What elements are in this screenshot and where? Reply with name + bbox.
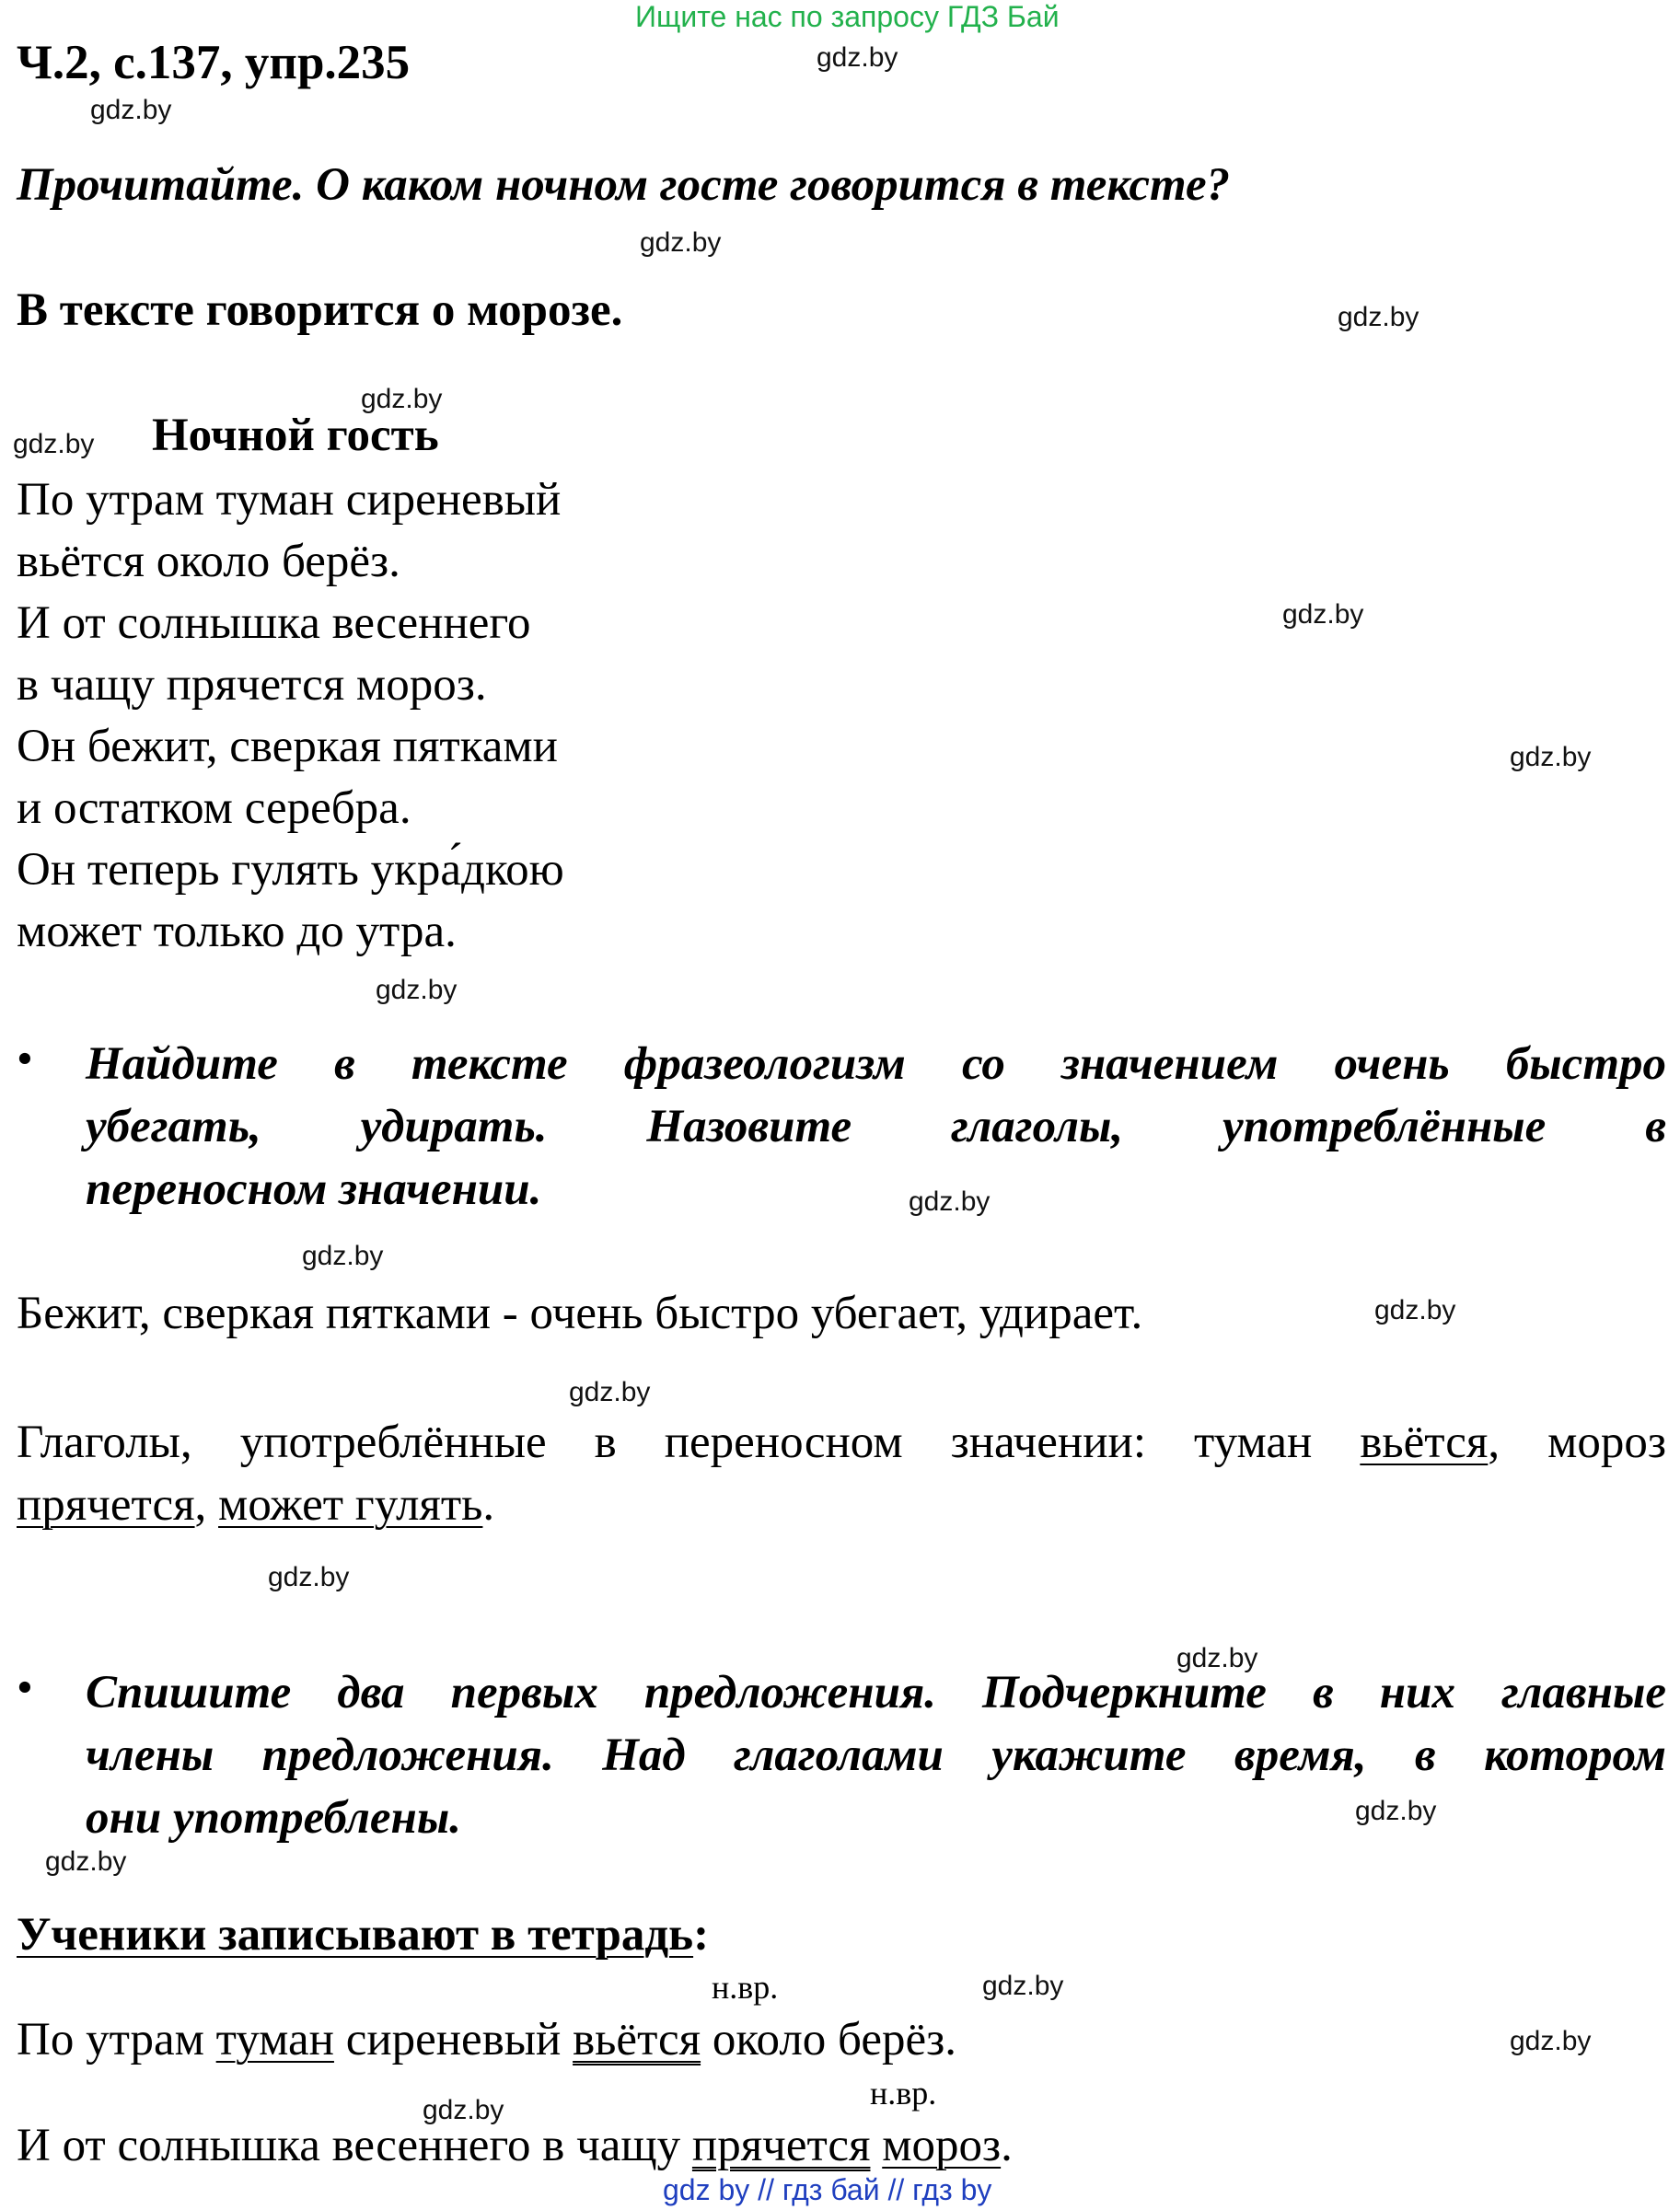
sentence-text: . [1001,2120,1013,2171]
top-banner: Ищите нас по запросу ГДЗ Бай [635,0,1060,33]
watermark: gdz.by [1510,742,1592,772]
poem-line: в чащу прячется мороз. [17,659,487,711]
sentence-text [870,2120,882,2171]
poem-line: может только до утра. [17,906,457,957]
predicate-underlined: вьётся [573,2014,701,2065]
watermark: gdz.by [1176,1643,1258,1673]
tense-mark: н.вр. [870,2075,937,2112]
task-3-line: члены предложения. Над глаголами укажите время, в котором [86,1730,1666,1781]
bullet: • [17,1662,33,1714]
task-3-line: они употреблены. [86,1792,461,1844]
poem-line: По утрам туман сиреневый [17,474,562,526]
answer-3-text: , мороз [1488,1417,1667,1468]
answer-3-text: , [194,1479,219,1531]
answer-3-text: . [482,1479,495,1531]
sentence-text: сиреневый [333,2014,574,2065]
answer-3-line-2 [17,1474,1666,1536]
watermark: gdz.by [1374,1295,1456,1325]
poem-line: Он теперь гулять укра́дкою [17,844,564,896]
bullet: • [17,1034,33,1085]
sentence-text: И от солнышка весеннего в чащу [17,2120,692,2171]
bottom-banner: gdz by // гдз бай // гдз by [663,2173,992,2206]
watermark: gdz.by [817,42,898,73]
task-2 [86,1033,1666,1221]
watermark: gdz.by [13,429,95,459]
sentence-text: По утрам [17,2014,216,2065]
watermark: gdz.by [423,2095,504,2125]
answer-3 [17,1411,1666,1536]
watermark: gdz.by [1282,599,1364,630]
task-2-line: Найдите в тексте фразеологизм со значением очень быстро [86,1038,1666,1090]
poem-line: и остатком серебра. [17,782,411,834]
watermark: gdz.by [569,1377,651,1407]
watermark: gdz.by [45,1846,127,1877]
sentence-1 [17,2013,956,2066]
watermark: gdz.by [268,1562,350,1592]
predicate-underlined: прячется [691,2120,871,2171]
answer-1: В тексте говорится о морозе. [17,284,623,336]
watermark: gdz.by [361,384,443,414]
sentence-text: около берёз. [701,2014,956,2065]
notebook-label-text: Ученики записывают в тетрадь [17,1909,694,1961]
watermark: gdz.by [1338,302,1419,332]
poem-line: Он бежит, сверкая пятками [17,721,558,772]
verb-underlined: прячется [17,1479,195,1531]
watermark: gdz.by [640,227,722,258]
watermark: gdz.by [302,1241,384,1271]
watermark: gdz.by [982,1971,1064,2001]
watermark: gdz.by [1355,1796,1437,1826]
sentence-2 [17,2119,1013,2172]
verb-underlined: может гулять [218,1479,483,1531]
watermark: gdz.by [1510,2026,1592,2056]
subject-underlined: туман [215,2014,334,2065]
poem-line: вьётся около берёз. [17,536,400,587]
task-3-line: Спишите два первых предложения. Подчеркните в них главные [86,1667,1666,1718]
task-2-line: убегать, удирать. Назовите глаголы, употреблённые в [86,1101,1666,1152]
notebook-label-colon: : [693,1909,710,1961]
poem-title: Ночной гость [152,410,439,461]
watermark: gdz.by [376,975,458,1005]
task-1: Прочитайте. О каком ночном госте говорится в тексте? [17,159,1231,211]
answer-2: Бежит, сверкая пятками - очень быстро убегает, удирает. [17,1288,1143,1339]
poem [17,469,564,963]
answer-3-text: Глаголы, употреблённые в переносном значении: туман [17,1417,1361,1468]
notebook-label [17,1908,709,1961]
poem-line: И от солнышка весеннего [17,597,531,649]
task-2-line: переносном значении. [86,1163,542,1215]
page-title: Ч.2, с.137, упр.235 [17,36,411,89]
watermark: gdz.by [909,1186,991,1217]
subject-underlined: мороз [882,2120,1002,2171]
answer-3-line-1 [17,1411,1666,1474]
tense-mark: н.вр. [712,1969,779,2006]
watermark: gdz.by [90,95,172,125]
verb-underlined: вьётся [1360,1417,1489,1468]
